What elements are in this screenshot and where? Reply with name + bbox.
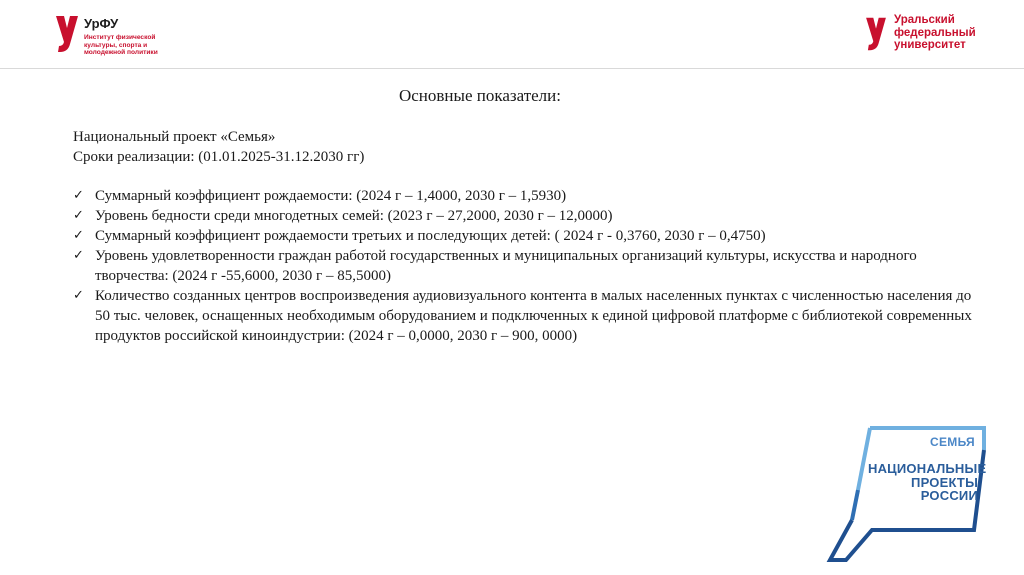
- urfu-emblem-icon: [864, 16, 888, 52]
- indicator-text: Количество созданных центров воспроизведения аудиовизуального контента в малых населенных пунктах с численностью населения до 50 тыс. человек, оснащенных необходимым оборудованием и подключенных к единой цифровой платформе с библиотекой современных продуктов российской киноиндустрии: (2024 г – 0,0000, 2030 г – 900, 0000): [95, 288, 972, 344]
- urfu-emblem-icon: [54, 14, 80, 54]
- check-icon: ✓: [73, 228, 84, 243]
- wordmark-line-2: ПРОЕКТЫ: [911, 474, 978, 490]
- institute-line-2: культуры, спорта и: [84, 41, 148, 49]
- university-line-3: университет: [894, 39, 966, 51]
- project-name: Национальный проект «Семья»: [73, 129, 276, 145]
- university-line-1: Уральский: [894, 14, 955, 26]
- project-period: Сроки реализации: (01.01.2025-31.12.2030 гг): [73, 149, 365, 165]
- wordmark-line-1: НАЦИОНАЛЬНЫЕ: [868, 461, 987, 476]
- list-item: [73, 206, 973, 226]
- project-info: [73, 127, 364, 167]
- institute-name: [84, 34, 158, 57]
- slide-header: [0, 0, 1024, 70]
- slide-title: [0, 86, 1024, 106]
- list-item: [73, 186, 973, 206]
- urfu-institute-logo: [54, 14, 204, 64]
- indicator-text: Суммарный коэффициент рождаемости третьих и последующих детей: ( 2024 г - 0,3760, 2030 г – 0,4750): [95, 228, 766, 244]
- check-icon: ✓: [73, 288, 84, 303]
- header-divider: [0, 68, 1024, 69]
- indicator-text: Суммарный коэффициент рождаемости: (2024 г – 1,4000, 2030 г – 1,5930): [95, 188, 567, 204]
- check-icon: ✓: [73, 208, 84, 223]
- wordmark-line-3: РОССИИ: [920, 488, 978, 503]
- national-projects-wordmark: [868, 461, 987, 503]
- list-item: [73, 226, 973, 246]
- indicator-list: [73, 186, 973, 346]
- slide-title-text: Основные показатели:: [398, 86, 561, 105]
- check-icon: ✓: [73, 248, 84, 263]
- institute-line-1: Институт физической: [84, 34, 156, 41]
- institute-line-3: молодежной политики: [84, 49, 158, 57]
- national-projects-logo: [812, 420, 992, 570]
- list-item: [73, 246, 973, 286]
- university-name: [894, 14, 976, 52]
- indicator-text: Уровень бедности среди многодетных семей: (2023 г – 27,2000, 2030 г – 12,0000): [95, 208, 613, 224]
- university-line-2: федеральный: [894, 26, 976, 39]
- check-icon: ✓: [73, 188, 84, 203]
- list-item: [73, 286, 973, 346]
- urfu-university-logo: [864, 14, 994, 60]
- urfu-brand: УрФУ: [84, 16, 119, 31]
- project-tag: СЕМЬЯ: [930, 435, 975, 449]
- indicator-text: Уровень удовлетворенности граждан работой государственных и муниципальных организаций культуры, искусства и народного творчества: (2024 г -55,6000, 2030 г – 85,5000): [95, 248, 917, 284]
